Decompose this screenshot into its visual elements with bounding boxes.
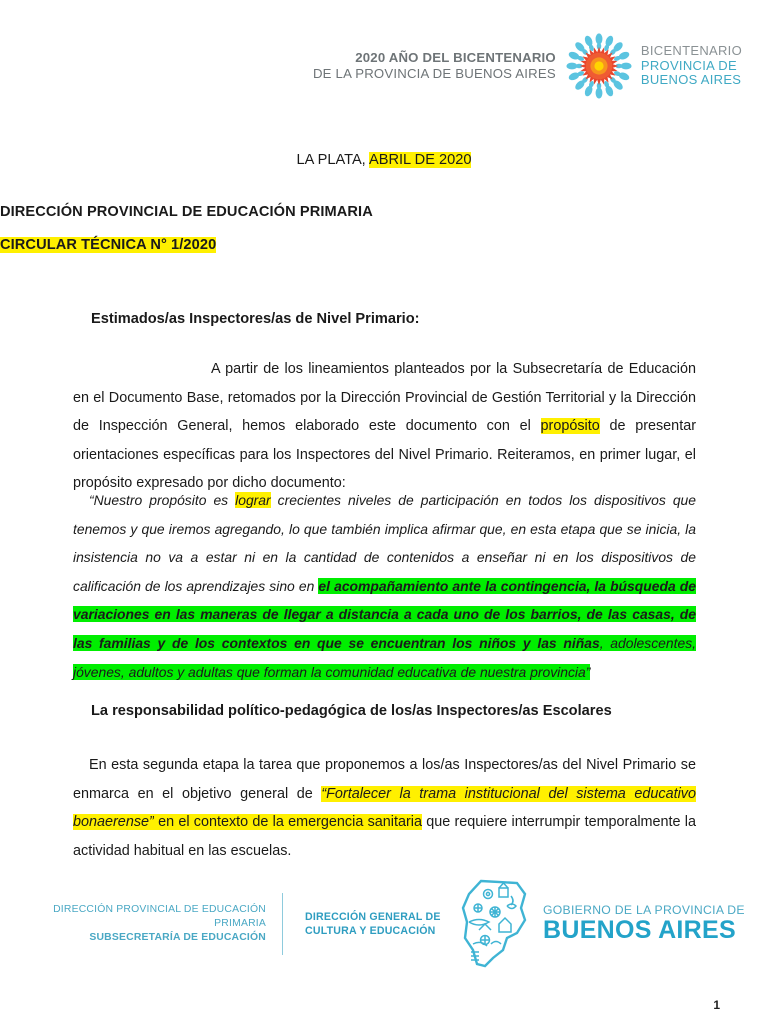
footer-left-block: [0, 903, 282, 945]
buenos-aires-province-map-icon: [455, 878, 535, 970]
paragraph-2: [73, 751, 696, 865]
circular-subtitle-text: CIRCULAR TÉCNICA N° 1/2020: [0, 237, 217, 253]
page-number: 1: [713, 998, 720, 1012]
header-banner: [0, 26, 768, 106]
bicentenario-wordmark: [641, 44, 742, 88]
paragraph-2-highlight-italic: “Fortalecer la trama institucional del sistema educativo bonaerense”: [73, 785, 697, 831]
section-heading: La responsabilidad político-pedagógica de los/as Inspectores/as Escolares: [91, 703, 612, 719]
paragraph-1: [73, 355, 696, 498]
footer-left-line1: DIRECCIÓN PROVINCIAL DE EDUCACIÓN PRIMARIA: [53, 903, 266, 929]
greeting-line: Estimados/as Inspectores/as de Nivel Primario:: [91, 311, 420, 327]
footer-mid-line2: CULTURA Y EDUCACIÓN: [305, 925, 436, 937]
paragraph-2-part1: En esta segunda etapa la tarea que proponemos a los/as Inspectores/as del Nivel Primario se enmarca en el objetivo general de: [73, 757, 696, 802]
quotation-block: [73, 486, 696, 686]
footer-banner: [0, 878, 768, 970]
footer-mid-line1: DIRECCIÓN GENERAL DE: [305, 910, 441, 923]
quotation-yellow-highlight: lograr: [235, 492, 271, 508]
quotation-green-highlight-bold: el acompañamiento ante la contingencia, la búsqueda de variaciones en las maneras de llegar a distancia a cada uno de los barrios, de las casas, de las familias y de los contextos en que se encuentran los niños y las niñas: [73, 577, 696, 651]
paragraph-1-part2: de presentar orientaciones específicas para los Inspectores del Nivel Primario. Reiteramos, en primer lugar, el propósito expresado por dicho documento:: [73, 418, 696, 492]
bicentenario-slogan-line2: DE LA PROVINCIA DE BUENOS AIRES: [312, 66, 556, 81]
quotation-green-highlight-rest: , adolescentes, jóvenes, adultos y adultas que forman la comunidad educativa de nuestra provincia”: [73, 634, 697, 680]
paragraph-2-part2: que requiere interrumpir temporalmente la actividad habitual en las escuelas.: [73, 814, 697, 859]
wordmark-line1: BICENTENARIO: [640, 42, 742, 58]
circular-subtitle: [0, 237, 768, 253]
quotation-part2: crecientes niveles de participación en todos los dispositivos que tenemos y que iremos agregando, lo que también implica afirmar que, en esta etapa que se inicia, la insistencia no va a estar ni en la cantidad de contenidos a enseñar ni en los dispositivos de calificación de los aprendizajes sino en: [73, 492, 696, 594]
bicentenario-slogan-line1: 2020 AÑO DEL BICENTENARIO: [355, 50, 556, 66]
wordmark-line3: BUENOS AIRES: [640, 72, 742, 88]
sun-wreath-emblem-icon: [566, 33, 632, 99]
paragraph-1-part1: A partir de los lineamientos planteados por la Subsecretaría de Educación en el Documento Base, retomados por la Dirección Provincial de Gestión Territorial y la Dirección de Inspección General, hemos elaborado este documento con el: [73, 361, 696, 435]
page-title: DIRECCIÓN PROVINCIAL DE EDUCACIÓN PRIMARIA: [0, 204, 373, 220]
footer-mid-block: [283, 910, 455, 939]
footer-right-line1: GOBIERNO DE LA PROVINCIA DE: [543, 903, 745, 918]
footer-right-line2: BUENOS AIRES: [543, 916, 736, 945]
date-highlight: ABRIL DE 2020: [368, 152, 472, 168]
place-label: LA PLATA,: [296, 152, 369, 168]
wordmark-line2: PROVINCIA DE: [640, 57, 737, 73]
paragraph-2-highlight-rest: en el contexto de la emergencia sanitaria: [153, 814, 422, 831]
footer-left-line2: SUBSECRETARÍA DE EDUCACIÓN: [89, 932, 266, 944]
footer-right-block: [535, 904, 745, 943]
quotation-part1: “Nuestro propósito es: [89, 492, 236, 508]
paragraph-1-highlight: propósito: [540, 418, 600, 435]
bicentenario-slogan: [313, 50, 556, 81]
place-and-date: [0, 152, 768, 168]
